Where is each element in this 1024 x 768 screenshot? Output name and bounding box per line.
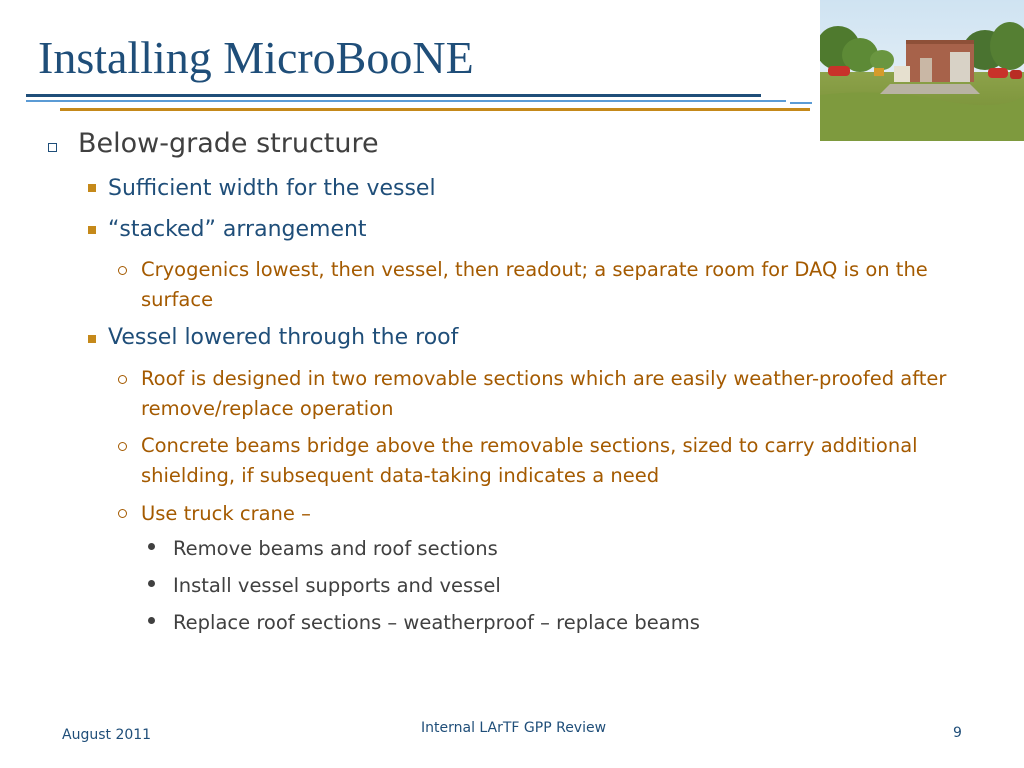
bullet-circle-icon xyxy=(118,509,127,518)
footer-title: Internal LArTF GPP Review xyxy=(421,720,607,736)
bullet-truck-crane: Use truck crane – xyxy=(141,502,311,525)
slide-title: Installing MicroBooNE xyxy=(38,32,474,83)
bullet-stacked-arrangement: “stacked” arrangement xyxy=(108,217,367,242)
bullet-circle-icon xyxy=(118,442,127,451)
bullet-square-outline-icon xyxy=(48,143,57,152)
bullet-cryogenics: Cryogenics lowest, then vessel, then readout; a separate room for DAQ is on the surface xyxy=(141,258,928,311)
building-photo xyxy=(820,0,1024,141)
title-underline-dark xyxy=(26,94,761,97)
bullet-dot-icon xyxy=(148,580,155,587)
bullet-circle-icon xyxy=(118,266,127,275)
bullet-vessel-lowered: Vessel lowered through the roof xyxy=(108,325,459,350)
footer-date: August 2011 xyxy=(62,727,152,743)
bullet-square-icon xyxy=(88,184,96,192)
bullet-below-grade: Below-grade structure xyxy=(78,128,379,159)
bullet-replace-roof: Replace roof sections – weatherproof – replace beams xyxy=(173,611,700,634)
bullet-dot-icon xyxy=(148,543,155,550)
bullet-remove-beams: Remove beams and roof sections xyxy=(173,537,498,560)
bullet-install-vessel: Install vessel supports and vessel xyxy=(173,574,501,597)
bullet-square-icon xyxy=(88,335,96,343)
bullet-sufficient-width: Sufficient width for the vessel xyxy=(108,176,436,201)
bullet-circle-icon xyxy=(118,375,127,384)
bullet-dot-icon xyxy=(148,617,155,624)
title-underline-light xyxy=(26,100,786,102)
title-underline-tail xyxy=(790,102,812,104)
bullet-square-icon xyxy=(88,226,96,234)
bullet-roof-designed: Roof is designed in two removable sections which are easily weather-proofed after remove/replace operation xyxy=(141,367,947,420)
title-underline-orange xyxy=(60,108,810,111)
page-number: 9 xyxy=(953,725,962,741)
bullet-concrete-beams: Concrete beams bridge above the removable sections, sized to carry additional shielding, if subsequent data-taking indicates a need xyxy=(141,434,918,487)
